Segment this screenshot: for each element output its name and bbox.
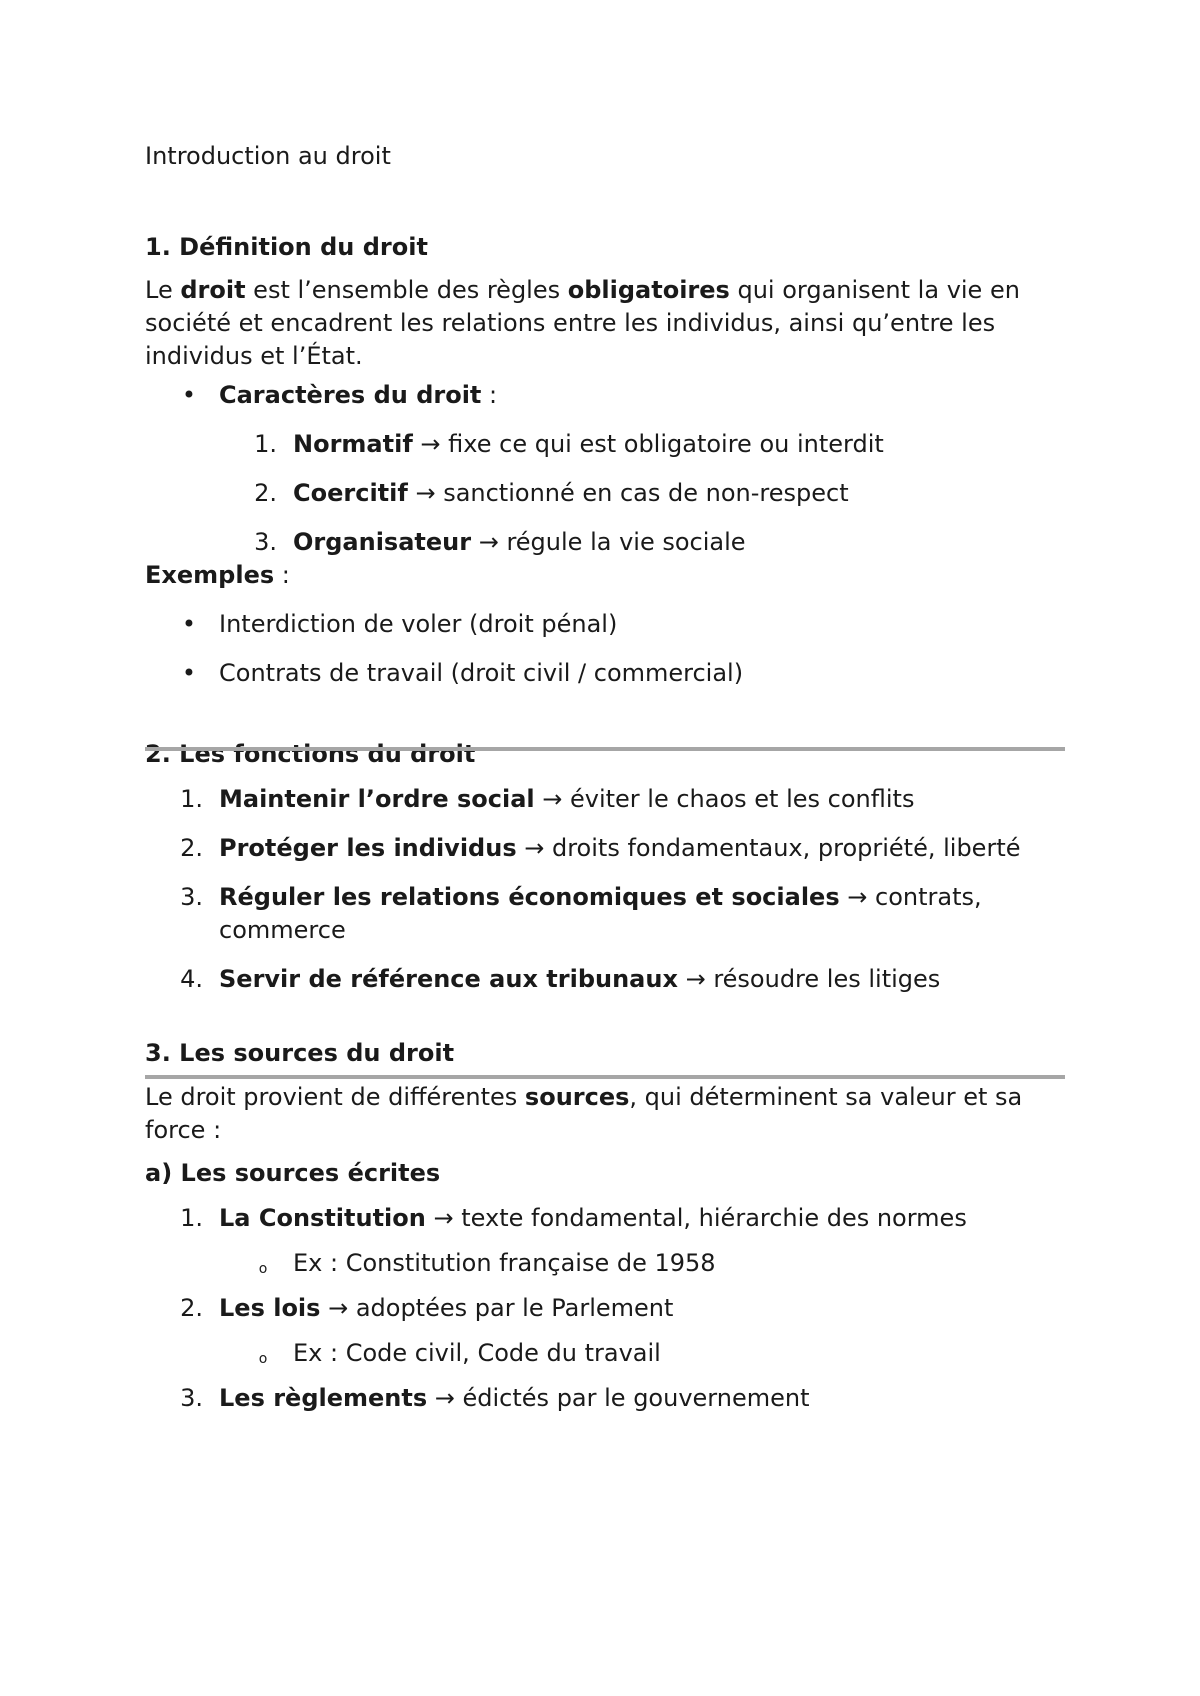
list-item: 1. La Constitution → texte fondamental, hiérarchie des normes [180,1204,967,1232]
list-item: o Ex : Constitution française de 1958 [145,1247,1065,1280]
list-item: • Caractères du droit : [145,379,1065,412]
section-2-heading: 2. Les fonctions du droit [145,740,476,768]
list-item: 3. Organisateur → régule la vie sociale [254,528,746,556]
section-3-intro: Le droit provient de différentes sources, qui déterminent sa valeur et sa force : [145,1083,1023,1144]
list-item: 3. Réguler les relations économiques et sociales → contrats, commerce [180,883,982,944]
section-1-intro: Le droit est l’ensemble des règles obligatoires qui organisent la vie en société et encadrent les relations entre les individus, ainsi qu’entre les individus et l’État. [145,276,1020,370]
list-item: o Ex : Code civil, Code du travail [145,1337,1065,1370]
list-item: 2. Coercitif → sanctionné en cas de non-respect [254,479,849,507]
written-sources-item-2 [145,1292,1065,1325]
list-item: • Interdiction de voler (droit pénal) [145,608,1065,641]
sources-ecrites-heading: a) Les sources écrites [145,1159,441,1187]
written-sources-list [145,1202,1065,1415]
section-divider [145,747,1065,751]
section-divider [145,1075,1065,1079]
list-item: 4. Servir de référence aux tribunaux → résoudre les litiges [180,965,941,993]
written-sources-subitem-2 [145,1337,1065,1370]
written-sources-item-1 [145,1202,1065,1235]
characters-sublist [145,428,1065,559]
functions-list [145,783,1065,996]
list-item: 1. Maintenir l’ordre social → éviter le chaos et les conflits [180,785,915,813]
list-item: 3. Les règlements → édictés par le gouvernement [180,1384,810,1412]
list-item: 1. Normatif → fixe ce qui est obligatoire ou interdit [254,430,884,458]
characters-list [145,379,1065,412]
list-item: 2. Protéger les individus → droits fondamentaux, propriété, liberté [180,834,1021,862]
list-item: 2. Les lois → adoptées par le Parlement [180,1294,674,1322]
written-sources-subitem-1 [145,1247,1065,1280]
circle-bullet-icon: o [258,1261,268,1277]
bullet-icon: • [181,659,197,687]
circle-bullet-icon: o [258,1351,268,1367]
section-3-heading: 3. Les sources du droit [145,1039,455,1067]
examples-list [145,608,1065,690]
bullet-icon: • [181,381,197,409]
bullet-icon: • [181,610,197,638]
section-1-heading: 1. Définition du droit [145,233,428,261]
examples-label: Exemples : [145,561,290,589]
document-title: Introduction au droit [145,142,391,170]
list-item: • Contrats de travail (droit civil / commercial) [145,657,1065,690]
written-sources-item-3 [145,1382,1065,1415]
